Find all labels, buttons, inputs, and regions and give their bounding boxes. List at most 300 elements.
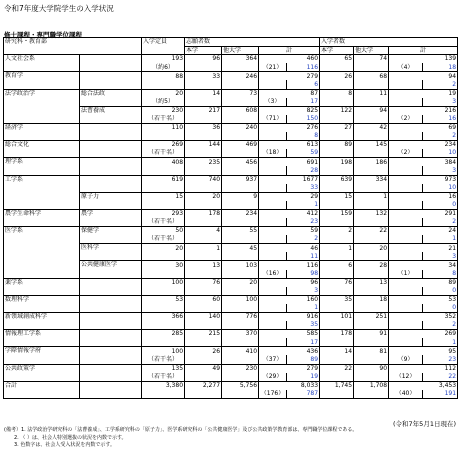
- adm-total-cell: 24: [389, 227, 458, 236]
- adm-blue-cell: 22: [423, 373, 458, 382]
- adm-blue-cell: 2: [423, 321, 458, 330]
- dept-cell: 総合文化: [4, 141, 80, 158]
- app-paren-cell: （16）: [259, 270, 287, 279]
- table-row: [4, 313, 458, 322]
- app-own-blank: [185, 270, 222, 279]
- app-blue-cell: 19: [287, 373, 320, 382]
- adm-own-blank: [320, 201, 354, 210]
- adm-own-blank: [320, 338, 354, 347]
- adm-total-cell: 95: [389, 347, 458, 356]
- adm-other-blank: [354, 321, 389, 330]
- app-paren-cell: [259, 166, 287, 175]
- table-row: [4, 123, 458, 132]
- dept-cell: 医学系: [4, 227, 80, 279]
- adm-own-cell: 14: [320, 347, 354, 356]
- sub-cell: [80, 295, 142, 312]
- app-total-cell: 279: [259, 364, 320, 373]
- capacity-note-cell: [142, 184, 185, 193]
- capacity-note-cell: [142, 304, 185, 313]
- header-admitted: 入学者数: [320, 38, 458, 47]
- adm-own-blank: [320, 252, 354, 261]
- adm-other-blank: [354, 304, 389, 313]
- app-blue-cell: 33: [287, 184, 320, 193]
- app-own-blank: [185, 80, 222, 89]
- note-2: 2. （ ）は、社会人特別選抜の状況を内数で示す。: [14, 434, 127, 441]
- dept-cell: 新領域創成科学: [4, 313, 80, 330]
- app-other-cell: 20: [222, 278, 259, 287]
- app-blue-cell: 6: [287, 80, 320, 89]
- adm-blue-cell: 2: [423, 218, 458, 227]
- note-1: (備考）1. 法学政治学研究科の「法曹養成」、工学系研究科の「原子力」、医学系研究科の「公共健康医学」及び公共政策学教育部は、専門職学位課程である。: [4, 427, 358, 433]
- app-own-cell: 26: [185, 347, 222, 356]
- app-paren-cell: [259, 201, 287, 210]
- app-total-cell: 46: [259, 244, 320, 253]
- app-own-cell: 76: [185, 278, 222, 287]
- capacity-note-cell: [142, 132, 185, 141]
- app-other-blank: [222, 115, 259, 124]
- adm-blue-cell: 2: [423, 132, 458, 141]
- app-own-cell: 217: [185, 106, 222, 115]
- adm-other-cell: 42: [354, 123, 389, 132]
- header-adm-own: 本学: [320, 46, 354, 55]
- capacity-note-cell: （若干名）: [142, 235, 185, 244]
- adm-own-cell: 101: [320, 313, 354, 322]
- app-own-cell: 178: [185, 209, 222, 218]
- app-own-blank: [185, 252, 222, 261]
- capacity-cell: 193: [142, 55, 185, 64]
- adm-other-cell: 18: [354, 295, 389, 304]
- adm-total-cell: 94: [389, 72, 458, 81]
- adm-paren-cell: [389, 201, 423, 210]
- sub-cell: 公共健康医学: [80, 261, 142, 278]
- adm-own-cell: 35: [320, 295, 354, 304]
- app-paren-cell: （29）: [259, 373, 287, 382]
- app-blue-cell: 8: [287, 132, 320, 141]
- adm-other-blank: [354, 235, 389, 244]
- dept-cell: 理学系: [4, 158, 80, 175]
- app-blue-cell: 23: [287, 218, 320, 227]
- adm-paren-cell: [389, 184, 423, 193]
- adm-other-cell: 1: [354, 192, 389, 201]
- sub-cell: 保健学: [80, 227, 142, 244]
- adm-total-cell: 216: [389, 106, 458, 115]
- sub-cell: 医科学: [80, 244, 142, 261]
- adm-blue-cell: 3: [423, 166, 458, 175]
- adm-other-blank: [354, 373, 389, 382]
- adm-blue-cell: 8: [423, 270, 458, 279]
- adm-own-blank: [320, 373, 354, 382]
- capacity-note-cell: （若干名）: [142, 218, 185, 227]
- app-total-cell: 916: [259, 313, 320, 322]
- adm-other-blank: [354, 270, 389, 279]
- table-row: [4, 381, 458, 390]
- adm-blue-cell: 18: [423, 63, 458, 72]
- adm-other-blank: [354, 287, 389, 296]
- dept-cell: 法学政治学: [4, 89, 80, 123]
- adm-other-blank: [354, 115, 389, 124]
- app-other-cell: 9: [222, 192, 259, 201]
- adm-paren-cell: [389, 287, 423, 296]
- capacity-note-cell: [142, 287, 185, 296]
- dept-cell: 農学生命科学: [4, 209, 80, 226]
- app-paren-cell: [259, 80, 287, 89]
- app-other-blank: [222, 390, 259, 399]
- app-paren-cell: [259, 287, 287, 296]
- adm-total-cell: 139: [389, 55, 458, 64]
- app-other-blank: [222, 252, 259, 261]
- dept-cell: 人文社会系: [4, 55, 80, 72]
- adm-other-cell: 68: [354, 72, 389, 81]
- app-own-blank: [185, 63, 222, 72]
- table-row: [4, 347, 458, 356]
- header-app-own: 本学: [185, 46, 222, 55]
- capacity-note-cell: （約5）: [142, 98, 185, 107]
- app-total-cell: 8,033: [259, 381, 320, 390]
- adm-own-cell: 8: [320, 89, 354, 98]
- table-row: [4, 330, 458, 339]
- app-other-cell: 410: [222, 347, 259, 356]
- adm-own-cell: 159: [320, 209, 354, 218]
- adm-other-blank: [354, 355, 389, 364]
- adm-other-blank: [354, 132, 389, 141]
- table-row: [4, 72, 458, 81]
- app-own-blank: [185, 201, 222, 210]
- capacity-cell: 135: [142, 364, 185, 373]
- adm-own-cell: 639: [320, 175, 354, 184]
- app-total-cell: 412: [259, 209, 320, 218]
- header-app-other: 他大学: [222, 46, 259, 55]
- app-other-blank: [222, 201, 259, 210]
- adm-total-cell: 19: [389, 89, 458, 98]
- adm-own-cell: 122: [320, 106, 354, 115]
- capacity-cell: 20: [142, 244, 185, 253]
- app-total-cell: 276: [259, 123, 320, 132]
- adm-other-cell: 132: [354, 209, 389, 218]
- app-paren-cell: （37）: [259, 355, 287, 364]
- app-total-cell: 160: [259, 295, 320, 304]
- adm-total-cell: 269: [389, 330, 458, 339]
- adm-own-blank: [320, 63, 354, 72]
- app-other-cell: 55: [222, 227, 259, 236]
- adm-own-cell: 89: [320, 141, 354, 150]
- table-row: [4, 227, 458, 236]
- adm-own-blank: [320, 390, 354, 399]
- adm-own-blank: [320, 80, 354, 89]
- app-other-cell: 45: [222, 244, 259, 253]
- adm-other-cell: 22: [354, 227, 389, 236]
- adm-blue-cell: 0: [423, 287, 458, 296]
- app-total-cell: 96: [259, 278, 320, 287]
- header-capacity: 入学定員: [142, 38, 185, 55]
- app-blue-cell: 116: [287, 63, 320, 72]
- sub-cell: [80, 141, 142, 158]
- app-other-blank: [222, 235, 259, 244]
- capacity-cell: 269: [142, 141, 185, 150]
- app-paren-cell: [259, 304, 287, 313]
- adm-total-cell: 69: [389, 123, 458, 132]
- capacity-cell: 110: [142, 123, 185, 132]
- adm-other-blank: [354, 184, 389, 193]
- app-paren-cell: [259, 132, 287, 141]
- app-own-blank: [185, 184, 222, 193]
- sub-cell: [80, 55, 142, 72]
- table-row: [4, 55, 458, 64]
- table-row: [4, 158, 458, 167]
- adm-other-blank: [354, 166, 389, 175]
- adm-paren-cell: [389, 235, 423, 244]
- app-own-cell: 49: [185, 364, 222, 373]
- app-other-blank: [222, 287, 259, 296]
- app-own-blank: [185, 287, 222, 296]
- app-total-cell: 29: [259, 192, 320, 201]
- app-blue-cell: 1: [287, 304, 320, 313]
- app-other-cell: 234: [222, 209, 259, 218]
- sub-cell: 原子力: [80, 192, 142, 209]
- app-total-cell: 691: [259, 158, 320, 167]
- adm-own-blank: [320, 166, 354, 175]
- app-blue-cell: 35: [287, 321, 320, 330]
- adm-other-cell: 11: [354, 89, 389, 98]
- sub-cell: [80, 175, 142, 192]
- sub-cell: [80, 381, 142, 398]
- app-other-blank: [222, 80, 259, 89]
- app-total-cell: 87: [259, 89, 320, 98]
- capacity-note-cell: [142, 390, 185, 399]
- capacity-note-cell: [142, 252, 185, 261]
- app-own-blank: [185, 338, 222, 347]
- capacity-note-cell: （若干名）: [142, 355, 185, 364]
- app-paren-cell: （71）: [259, 115, 287, 124]
- adm-other-cell: 13: [354, 278, 389, 287]
- adm-own-cell: 1: [320, 244, 354, 253]
- adm-other-cell: 94: [354, 106, 389, 115]
- adm-blue-cell: 3: [423, 98, 458, 107]
- app-paren-cell: [259, 338, 287, 347]
- adm-total-cell: 112: [389, 364, 458, 373]
- app-other-cell: 73: [222, 89, 259, 98]
- header-dept: 研究科・教育部: [4, 38, 142, 55]
- notes: [4, 427, 357, 450]
- app-other-blank: [222, 166, 259, 175]
- adm-own-blank: [320, 321, 354, 330]
- app-paren-cell: [259, 184, 287, 193]
- adm-own-cell: 27: [320, 123, 354, 132]
- app-own-cell: 96: [185, 55, 222, 64]
- admission-table-wrapper: [3, 37, 457, 399]
- adm-total-cell: 234: [389, 141, 458, 150]
- adm-paren-cell: （2）: [389, 149, 423, 158]
- app-paren-cell: （176）: [259, 390, 287, 399]
- adm-other-cell: 334: [354, 175, 389, 184]
- adm-own-cell: 26: [320, 72, 354, 81]
- app-other-cell: 456: [222, 158, 259, 167]
- capacity-cell: 366: [142, 313, 185, 322]
- dept-cell: 公共政策学: [4, 364, 80, 381]
- adm-total-cell: 16: [389, 192, 458, 201]
- app-other-blank: [222, 132, 259, 141]
- adm-own-blank: [320, 355, 354, 364]
- adm-other-blank: [354, 149, 389, 158]
- adm-blue-cell: 1: [423, 235, 458, 244]
- app-own-cell: 215: [185, 330, 222, 339]
- app-paren-cell: [259, 235, 287, 244]
- adm-own-cell: 15: [320, 192, 354, 201]
- adm-paren-cell: [389, 304, 423, 313]
- app-own-cell: 36: [185, 123, 222, 132]
- sub-cell: [80, 158, 142, 175]
- app-total-cell: 585: [259, 330, 320, 339]
- capacity-cell: 408: [142, 158, 185, 167]
- app-own-cell: 60: [185, 295, 222, 304]
- app-blue-cell: 11: [287, 252, 320, 261]
- adm-other-cell: 251: [354, 313, 389, 322]
- app-own-blank: [185, 166, 222, 175]
- app-blue-cell: 98: [287, 270, 320, 279]
- app-other-cell: 230: [222, 364, 259, 373]
- app-other-blank: [222, 63, 259, 72]
- app-blue-cell: 59: [287, 149, 320, 158]
- adm-other-blank: [354, 80, 389, 89]
- capacity-cell: 285: [142, 330, 185, 339]
- app-other-blank: [222, 355, 259, 364]
- adm-paren-cell: [389, 321, 423, 330]
- app-other-blank: [222, 321, 259, 330]
- adm-other-blank: [354, 201, 389, 210]
- app-total-cell: 460: [259, 55, 320, 64]
- capacity-note-cell: [142, 321, 185, 330]
- adm-paren-cell: [389, 218, 423, 227]
- sub-cell: 総合法政: [80, 89, 142, 106]
- adm-total-cell: 53: [389, 295, 458, 304]
- adm-own-cell: 2: [320, 227, 354, 236]
- adm-paren-cell: [389, 80, 423, 89]
- app-own-cell: 235: [185, 158, 222, 167]
- adm-total-cell: 384: [389, 158, 458, 167]
- adm-other-blank: [354, 98, 389, 107]
- adm-own-blank: [320, 304, 354, 313]
- dept-cell: 情報理工学系: [4, 330, 80, 347]
- adm-paren-cell: （9）: [389, 355, 423, 364]
- adm-paren-cell: [389, 252, 423, 261]
- adm-blue-cell: 16: [423, 115, 458, 124]
- app-own-blank: [185, 149, 222, 158]
- dept-cell: 経済学: [4, 123, 80, 140]
- app-blue-cell: 17: [287, 338, 320, 347]
- app-total-cell: 59: [259, 227, 320, 236]
- app-own-blank: [185, 321, 222, 330]
- app-paren-cell: [259, 218, 287, 227]
- app-own-blank: [185, 132, 222, 141]
- adm-paren-cell: （40）: [389, 390, 423, 399]
- app-other-blank: [222, 218, 259, 227]
- app-own-cell: 1: [185, 244, 222, 253]
- header-app-total: 計: [259, 46, 320, 55]
- app-blue-cell: 28: [287, 166, 320, 175]
- adm-other-cell: 1,708: [354, 381, 389, 390]
- app-other-cell: 100: [222, 295, 259, 304]
- capacity-note-cell: [142, 166, 185, 175]
- capacity-note-cell: （若干名）: [142, 149, 185, 158]
- app-other-cell: 240: [222, 123, 259, 132]
- app-paren-cell: （3）: [259, 98, 287, 107]
- adm-own-blank: [320, 287, 354, 296]
- header-applicants: 志願者数: [185, 38, 320, 47]
- app-other-cell: 364: [222, 55, 259, 64]
- app-other-cell: 246: [222, 72, 259, 81]
- capacity-cell: 100: [142, 278, 185, 287]
- capacity-cell: 230: [142, 106, 185, 115]
- app-paren-cell: （18）: [259, 149, 287, 158]
- capacity-cell: 88: [142, 72, 185, 81]
- adm-other-blank: [354, 390, 389, 399]
- app-blue-cell: 2: [287, 235, 320, 244]
- app-paren-cell: [259, 252, 287, 261]
- adm-total-cell: 973: [389, 175, 458, 184]
- adm-other-cell: 186: [354, 158, 389, 167]
- sub-cell: 農学: [80, 209, 142, 226]
- sub-cell: [80, 123, 142, 140]
- header-row-1: [4, 38, 458, 47]
- adm-total-cell: 89: [389, 278, 458, 287]
- app-other-cell: 776: [222, 313, 259, 322]
- app-other-blank: [222, 270, 259, 279]
- adm-own-blank: [320, 270, 354, 279]
- capacity-cell: 20: [142, 89, 185, 98]
- app-own-cell: 14: [185, 89, 222, 98]
- app-other-cell: 103: [222, 261, 259, 270]
- admission-table: [3, 37, 458, 399]
- app-paren-cell: （21）: [259, 63, 287, 72]
- app-other-cell: 608: [222, 106, 259, 115]
- app-blue-cell: 17: [287, 98, 320, 107]
- table-row: [4, 209, 458, 218]
- capacity-cell: 15: [142, 192, 185, 201]
- capacity-cell: 30: [142, 261, 185, 270]
- capacity-note-cell: （若干名）: [142, 373, 185, 382]
- adm-paren-cell: （12）: [389, 373, 423, 382]
- app-own-cell: 2,277: [185, 381, 222, 390]
- table-row: [4, 141, 458, 150]
- adm-paren-cell: [389, 98, 423, 107]
- capacity-note-cell: （若干名）: [142, 115, 185, 124]
- app-own-blank: [185, 373, 222, 382]
- table-row: [4, 278, 458, 287]
- app-own-blank: [185, 115, 222, 124]
- app-other-cell: 370: [222, 330, 259, 339]
- app-other-cell: 469: [222, 141, 259, 150]
- adm-blue-cell: 3: [423, 252, 458, 261]
- adm-blue-cell: 10: [423, 184, 458, 193]
- adm-total-cell: 21: [389, 244, 458, 253]
- sub-cell: [80, 364, 142, 381]
- adm-other-blank: [354, 63, 389, 72]
- sub-cell: [80, 278, 142, 295]
- adm-own-blank: [320, 132, 354, 141]
- dept-cell: 数理科学: [4, 295, 80, 312]
- app-other-blank: [222, 338, 259, 347]
- adm-own-cell: 6: [320, 261, 354, 270]
- page-title: 令和7年度大学院学生の入学状況: [4, 4, 114, 13]
- adm-own-blank: [320, 115, 354, 124]
- adm-own-blank: [320, 149, 354, 158]
- adm-paren-cell: （1）: [389, 270, 423, 279]
- adm-other-cell: 91: [354, 330, 389, 339]
- note-3: 3. 色数字は、社会人受入状況を内数で示す。: [14, 442, 115, 448]
- app-own-blank: [185, 390, 222, 399]
- capacity-note-cell: [142, 338, 185, 347]
- date-note: (令和7年5月1日現在): [393, 420, 456, 428]
- capacity-note-cell: （約6）: [142, 63, 185, 72]
